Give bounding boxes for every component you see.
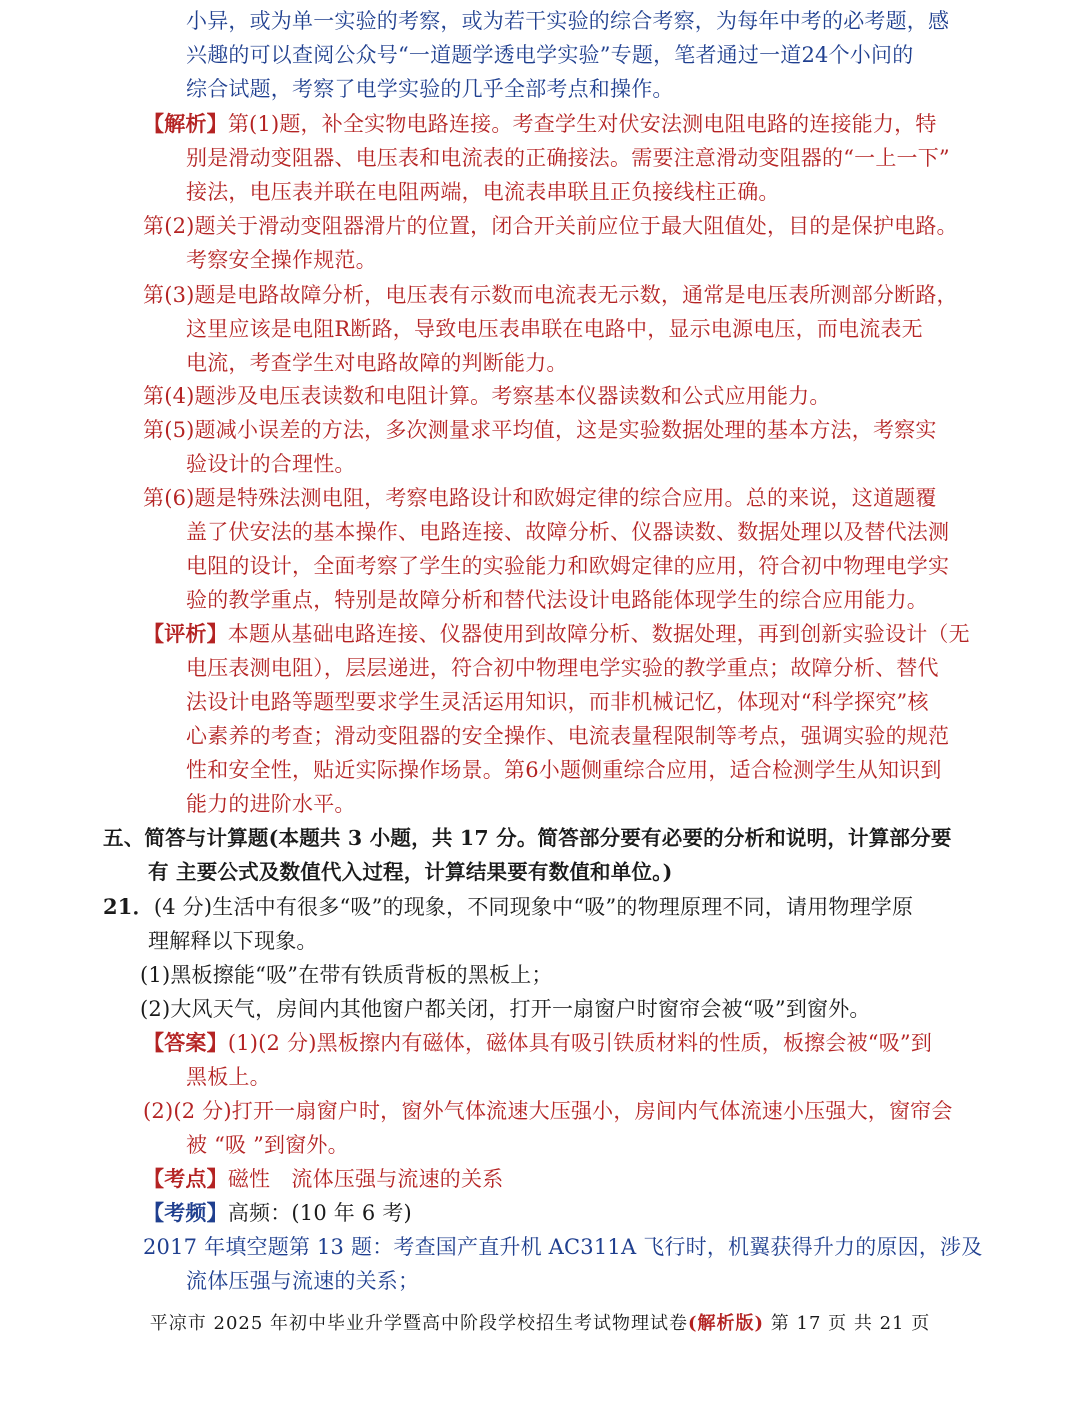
answer-2-first: (2)(2 分)打开一扇窗户时，窗外气体流速大压强小，房间内气体流速小压强大，窗帘会 — [143, 1099, 953, 1123]
analysis-p6-line-4: 验的教学重点，特别是故障分析和替代法设计电路能体现学生的综合应用能力。 — [186, 588, 928, 612]
q21-answer-line-1 — [143, 1026, 932, 1060]
answer-1-first: (1)(2 分)黑板擦内有磁体，磁体具有吸引铁质材料的性质，板擦会被“吸”到 — [227, 1031, 933, 1055]
intro-line-1: 小异，或为单一实验的考察，或为若干实验的综合考察，为每年中考的必考题，感 — [186, 9, 950, 33]
review-line-4: 心素养的考查；滑动变阻器的安全操作、电流表量程限制等考点，强调实验的规范 — [186, 724, 950, 748]
point-tag: 【考点】 — [143, 1166, 228, 1191]
q21-point-line — [143, 1162, 503, 1196]
q21-item-2: (2)大风天气，房间内其他窗户都关闭，打开一扇窗户时窗帘会被“吸”到窗外。 — [140, 997, 871, 1021]
analysis-p3-line-3: 电流，考查学生对电路故障的判断能力。 — [186, 351, 568, 375]
answer-1-rest: 黑板上。 — [186, 1065, 271, 1089]
intro-line-2: 兴趣的可以查阅公众号“一道题学透电学实验”专题，笔者通过一道24个小问的 — [186, 43, 914, 67]
analysis-p6-line-2: 盖了伏安法的基本操作、电路连接、故障分析、仪器读数、数据处理以及替代法测 — [186, 520, 950, 544]
q21-stem-1: (4 分)生活中有很多“吸”的现象，不同现象中“吸”的物理原理不同，请用物理学原 — [153, 895, 914, 919]
analysis-p5-line-2: 验设计的合理性。 — [186, 452, 356, 476]
intro-line-3: 综合试题，考察了电学实验的几乎全部考点和操作。 — [186, 77, 674, 101]
footer-page-number: 第 17 页 共 21 页 — [764, 1313, 931, 1334]
review-line-2: 电压表测电阻），层层递进，符合初中物理电学实验的教学重点；故障分析、替代 — [186, 656, 939, 680]
footer-edition: (解析版) — [688, 1313, 765, 1334]
q21-frequency-line — [143, 1196, 412, 1230]
analysis-p2-line-1: 第(2)题关于滑动变阻器滑片的位置，闭合开关前应位于最大阻值处，目的是保护电路。 — [143, 214, 958, 238]
history-line-2: 流体压强与流速的关系； — [186, 1269, 420, 1293]
analysis-p3-line-2: 这里应该是电阻R断路，导致电压表串联在电路中，显示电源电压，而电流表无 — [186, 317, 923, 341]
review-line-1 — [143, 617, 970, 651]
analysis-p4-line-1: 第(4)题涉及电压表读数和电阻计算。考察基本仪器读数和公式应用能力。 — [143, 384, 831, 408]
analysis-p1-line-3: 接法，电压表并联在电阻两端，电流表串联且正负接线柱正确。 — [186, 180, 780, 204]
analysis-p1-line-2: 别是滑动变阻器、电压表和电流表的正确接法。需要注意滑动变阻器的“一上一下” — [186, 146, 950, 170]
page-footer — [0, 1311, 1080, 1337]
section-five-line-1: 五、简答与计算题(本题共 3 小题，共 17 分。简答部分要有必要的分析和说明，计算部分要 — [103, 826, 952, 850]
analysis-p3-line-1: 第(3)题是电路故障分析，电压表有示数而电流表无示数，通常是电压表所测部分断路， — [143, 283, 958, 307]
history-line-1: 2017 年填空题第 13 题：考查国产直升机 AC311A 飞行时，机翼获得升力的原因，涉及 — [143, 1235, 983, 1259]
review-line-6: 能力的进阶水平。 — [186, 792, 356, 816]
q21-item-1: (1)黑板擦能“吸”在带有铁质背板的黑板上； — [140, 963, 553, 987]
analysis-line-1 — [143, 107, 937, 141]
q21-stem-2: 理解释以下现象。 — [148, 929, 318, 953]
analysis-p6-line-1: 第(6)题是特殊法测电阻，考察电路设计和欧姆定律的综合应用。总的来说，这道题覆 — [143, 486, 937, 510]
frequency-text: 高频：(10 年 6 考) — [227, 1201, 412, 1225]
answer-tag: 【答案】 — [143, 1030, 228, 1055]
q21-number: 21． — [103, 894, 154, 919]
analysis-p6-line-3: 电阻的设计，全面考察了学生的实验能力和欧姆定律的应用，符合初中物理电学实 — [186, 554, 950, 578]
q21-line-1 — [103, 890, 913, 924]
section-five-line-2: 有 主要公式及数值代入过程，计算结果要有数值和单位。) — [148, 860, 673, 884]
answer-2-rest: 被 “吸 ”到窗外。 — [186, 1133, 349, 1157]
footer-title: 平凉市 2025 年初中毕业升学暨高中阶段学校招生考试物理试卷 — [149, 1313, 689, 1334]
analysis-p5-line-1: 第(5)题减小误差的方法，多次测量求平均值，这是实验数据处理的基本方法，考察实 — [143, 418, 937, 442]
review-first: 本题从基础电路连接、仪器使用到故障分析、数据处理，再到创新实验设计（无 — [227, 622, 970, 646]
analysis-p2-line-2: 考察安全操作规范。 — [186, 248, 377, 272]
analysis-tag: 【解析】 — [143, 111, 228, 136]
frequency-tag: 【考频】 — [143, 1200, 228, 1225]
review-line-3: 法设计电路等题型要求学生灵活运用知识，而非机械记忆，体现对“科学探究”核 — [186, 690, 929, 714]
review-tag: 【评析】 — [143, 621, 228, 646]
analysis-p1-first: 第(1)题，补全实物电路连接。考查学生对伏安法测电阻电路的连接能力，特 — [227, 112, 937, 136]
point-text: 磁性 流体压强与流速的关系 — [227, 1167, 504, 1191]
review-line-5: 性和安全性，贴近实际操作场景。第6小题侧重综合应用，适合检测学生从知识到 — [186, 758, 942, 782]
